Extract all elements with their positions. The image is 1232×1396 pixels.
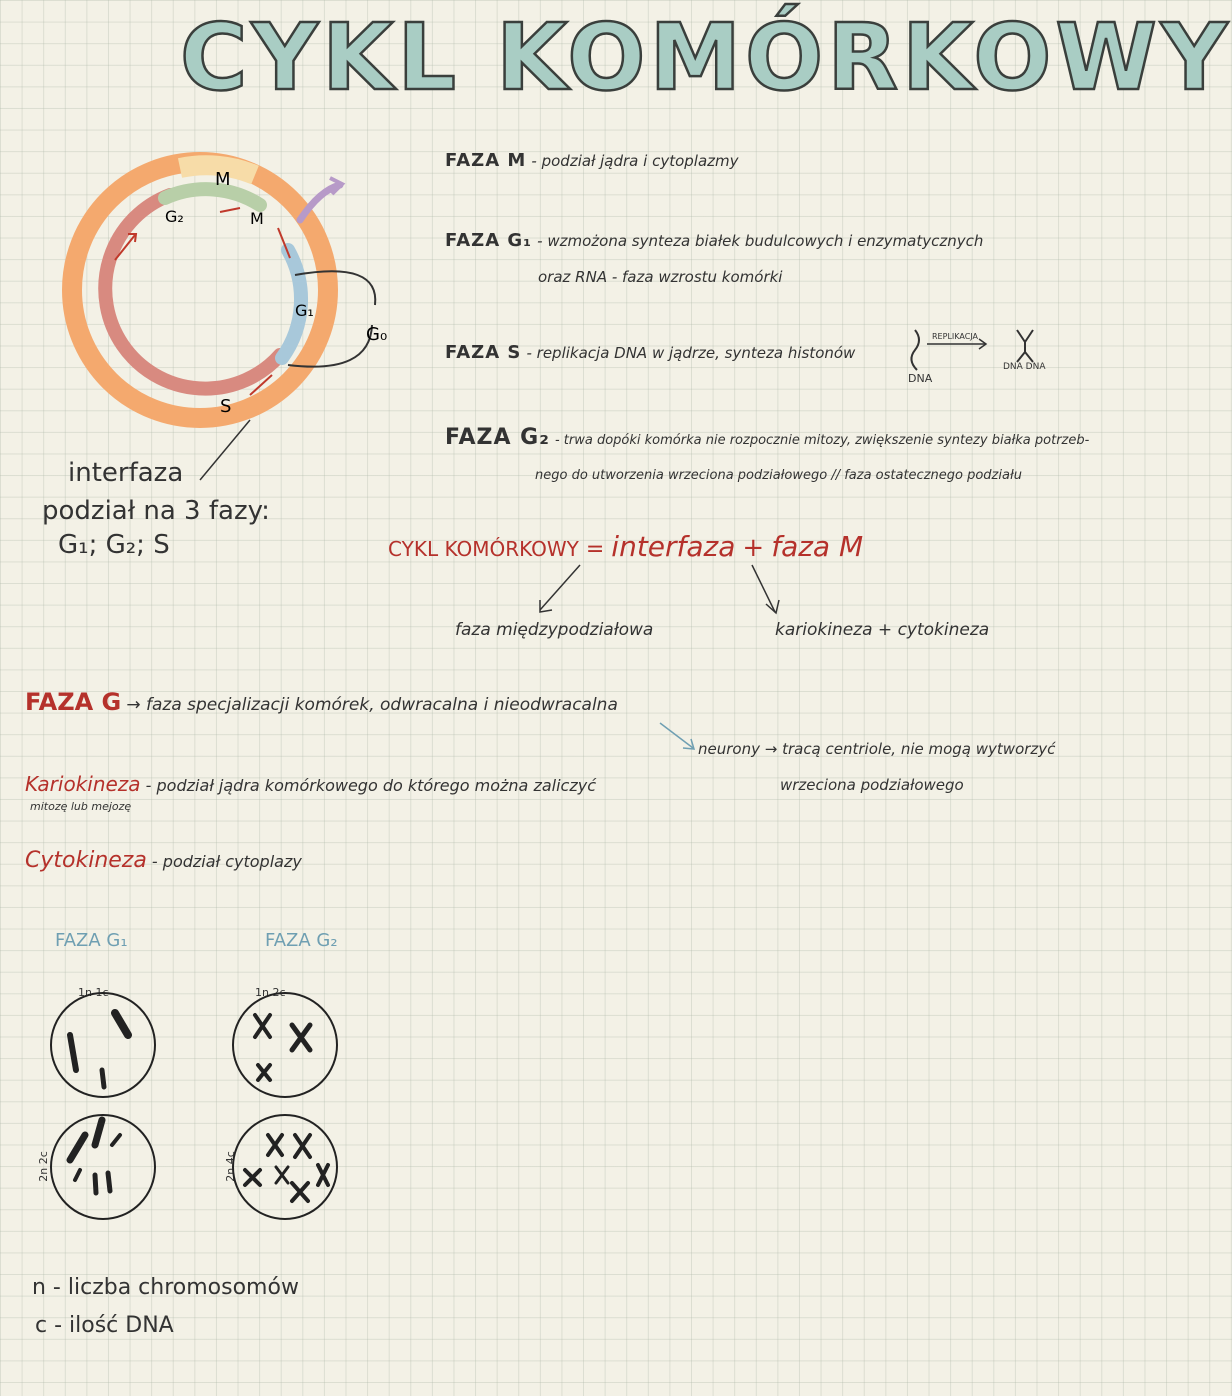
page-title: CYKL KOMÓRKOWY [180, 4, 1232, 111]
arrow-icon [220, 208, 240, 212]
chromosome-icon [75, 1170, 80, 1180]
cell-cycle-diagram [50, 150, 410, 460]
left-branch: faza międzypodziałowa [455, 620, 654, 640]
phase-g1-text: - wzmożona synteza białek budulcowych i enzymatycznych [537, 232, 984, 250]
chromosome-icon [70, 1135, 85, 1160]
phase-g1-label: FAZA G₁ [445, 230, 533, 251]
dna-dna-label: DNA DNA [1003, 362, 1046, 372]
cytokineza [25, 848, 302, 873]
cells-g2-label: FAZA G₂ [265, 930, 338, 951]
chromosome-icon [115, 1013, 128, 1035]
kariokineza-sub: mitozę lub mejozę [30, 800, 132, 813]
g2-arc [165, 189, 260, 205]
phase-g1-text2: oraz RNA - faza wzrostu komórki [538, 268, 783, 286]
cell-g2-top [233, 993, 337, 1097]
faza-g0 [25, 688, 618, 716]
phase-s [445, 342, 855, 363]
chromosome-icon [245, 1170, 260, 1185]
chromosome-icon [95, 1175, 96, 1193]
replikacja-label: REPLIKACJA [932, 332, 978, 341]
legend-c: c - ilość DNA [35, 1313, 174, 1338]
cell-top-right-label: 1n 2c [255, 986, 286, 999]
chromosome-icon [318, 1165, 328, 1185]
cells-g1-label: FAZA G₁ [55, 930, 128, 951]
cell-g2-bottom [233, 1115, 337, 1219]
chromosome-icon [276, 1167, 288, 1183]
cytokineza-text: - podział cytoplazy [151, 852, 302, 871]
equation [388, 530, 863, 563]
phase-g2-text: - trwa dopóki komórka nie rozpocznie mitozy, zwiększenie syntezy białka potrzeb- [554, 433, 1090, 448]
neurony-text: neurony → tracą centriole, nie mogą wytworzyć [698, 740, 1056, 758]
label-s: S [220, 396, 232, 417]
phase-m [445, 150, 739, 171]
phase-s-text: - replikacja DNA w jądrze, synteza histonów [526, 344, 856, 362]
phase-g2-label: FAZA G₂ [445, 425, 550, 450]
right-branch: kariokineza + cytokineza [775, 620, 990, 640]
chromosome-icon [295, 1135, 310, 1157]
label-g1: G₁ [295, 301, 314, 320]
label-m-inner: M [250, 209, 264, 228]
faza-g0-text: → faza specjalizacji komórek, odwracalna i nieodwracalna [126, 695, 618, 715]
chromosome-icon [102, 1070, 104, 1087]
faza-g0-label: FAZA G [25, 688, 122, 716]
cell-bottom-right-label: 2n 4c [223, 1151, 237, 1182]
kariokineza [25, 772, 596, 796]
chromosome-icon [258, 1065, 270, 1080]
equation-interfaza: interfaza [611, 530, 736, 563]
legend-n: n - liczba chromosomów [32, 1275, 299, 1300]
equation-arrows [530, 560, 790, 620]
cell-g1-bottom [51, 1115, 155, 1219]
pointer-icon [200, 420, 250, 480]
equation-eq: = [585, 537, 605, 562]
dna-label: DNA [908, 372, 933, 385]
cytokineza-label: Cytokineza [25, 848, 147, 873]
chromosome-icon [292, 1025, 310, 1050]
interfaza-line3: G₁; G₂; S [58, 530, 170, 560]
chromosome-icon [255, 1015, 270, 1037]
phase-m-label: FAZA M [445, 150, 527, 171]
chromosome-icon [95, 1120, 102, 1145]
kariokineza-label: Kariokineza [25, 772, 141, 796]
phase-s-label: FAZA S [445, 342, 522, 363]
equation-faza-m: faza M [771, 530, 864, 563]
neurony-text2: wrzeciona podziałowego [780, 776, 964, 794]
chromosome-icon [70, 1035, 76, 1070]
chromosome-icon [112, 1135, 120, 1145]
chromosome-icon [292, 1183, 308, 1201]
cells-diagram [40, 995, 350, 1230]
label-g0: G₀ [366, 324, 388, 345]
phase-g2 [445, 425, 1089, 450]
chromosome-icon [268, 1135, 282, 1155]
phase-g1 [445, 230, 983, 251]
interfaza-title: interfaza [68, 458, 184, 488]
phase-g2-text2: nego do utworzenia wrzeciona podziałowego // faza ostatecznego podziału [535, 468, 1022, 483]
label-m-outer: M [215, 169, 231, 190]
label-g2: G₂ [165, 207, 184, 226]
interfaza-line2: podział na 3 fazy: [42, 496, 270, 526]
chromosome-icon [108, 1173, 110, 1191]
cell-bottom-left-label: 2n 2c [36, 1151, 50, 1182]
kariokineza-text: - podział jądra komórkowego do którego można zaliczyć [145, 776, 596, 795]
equation-plus: + [742, 533, 765, 563]
equation-lhs: CYKL KOMÓRKOWY [388, 537, 579, 561]
cell-top-left-label: 1n 1c [78, 986, 109, 999]
phase-m-text: - podział jądra i cytoplazmy [531, 152, 739, 170]
